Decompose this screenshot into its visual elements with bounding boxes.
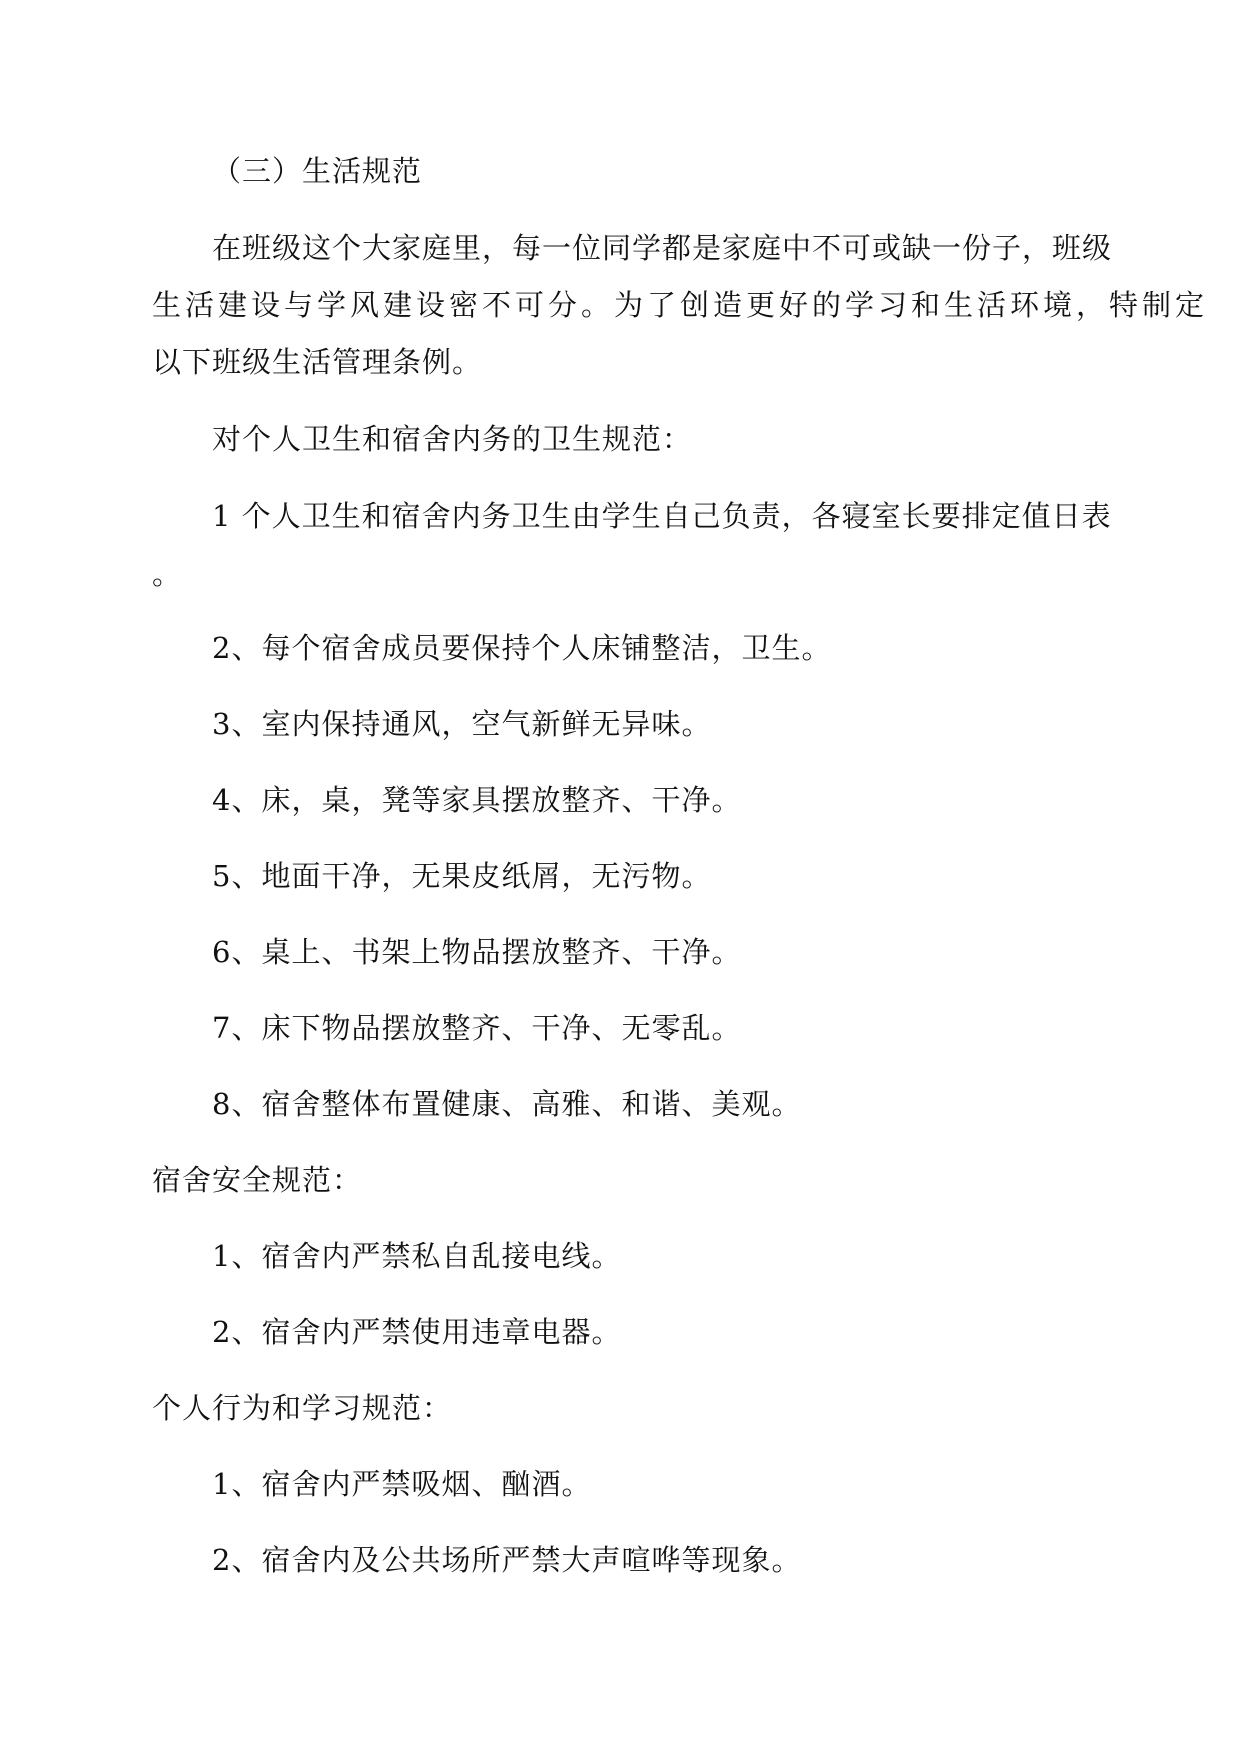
intro-line-1: 在班级这个大家庭里，每一位同学都是家庭中不可或缺一份子，班级 [212,231,1113,265]
hygiene-item-2: 2、每个宿舍成员要保持个人床铺整洁，卫生。 [212,631,832,665]
hygiene-heading: 对个人卫生和宿舍内务的卫生规范： [212,422,693,456]
behavior-item-1: 1、宿舍内严禁吸烟、酗酒。 [212,1467,592,1501]
hygiene-item-3: 3、室内保持通风，空气新鲜无异味。 [212,707,712,741]
hygiene-item-7: 7、床下物品摆放整齐、干净、无零乱。 [212,1011,742,1045]
intro-line-3: 以下班级生活管理条例。 [152,345,483,379]
hygiene-item-4: 4、床，桌，凳等家具摆放整齐、干净。 [212,783,742,817]
hygiene-item-6: 6、桌上、书架上物品摆放整齐、干净。 [212,935,742,969]
behavior-item-2: 2、宿舍内及公共场所严禁大声喧哗等现象。 [212,1543,802,1577]
safety-item-2: 2、宿舍内严禁使用违章电器。 [212,1315,622,1349]
safety-heading: 宿舍安全规范： [152,1163,363,1197]
hygiene-item-8: 8、宿舍整体布置健康、高雅、和谐、美观。 [212,1087,802,1121]
hygiene-item-1: 1 个人卫生和宿舍内务卫生由学生自己负责，各寝室长要排定值日表 [212,499,1112,533]
behavior-heading: 个人行为和学习规范： [152,1391,453,1425]
section-title: （三）生活规范 [212,154,423,188]
safety-item-1: 1、宿舍内严禁私自乱接电线。 [212,1239,622,1273]
intro-line-2: 生活建设与学风建设密不可分。为了创造更好的学习和生活环境，特制定 [152,288,1209,322]
hygiene-item-5: 5、地面干净，无果皮纸屑，无污物。 [212,859,712,893]
hygiene-item-1-continuation: 。 [152,557,183,591]
